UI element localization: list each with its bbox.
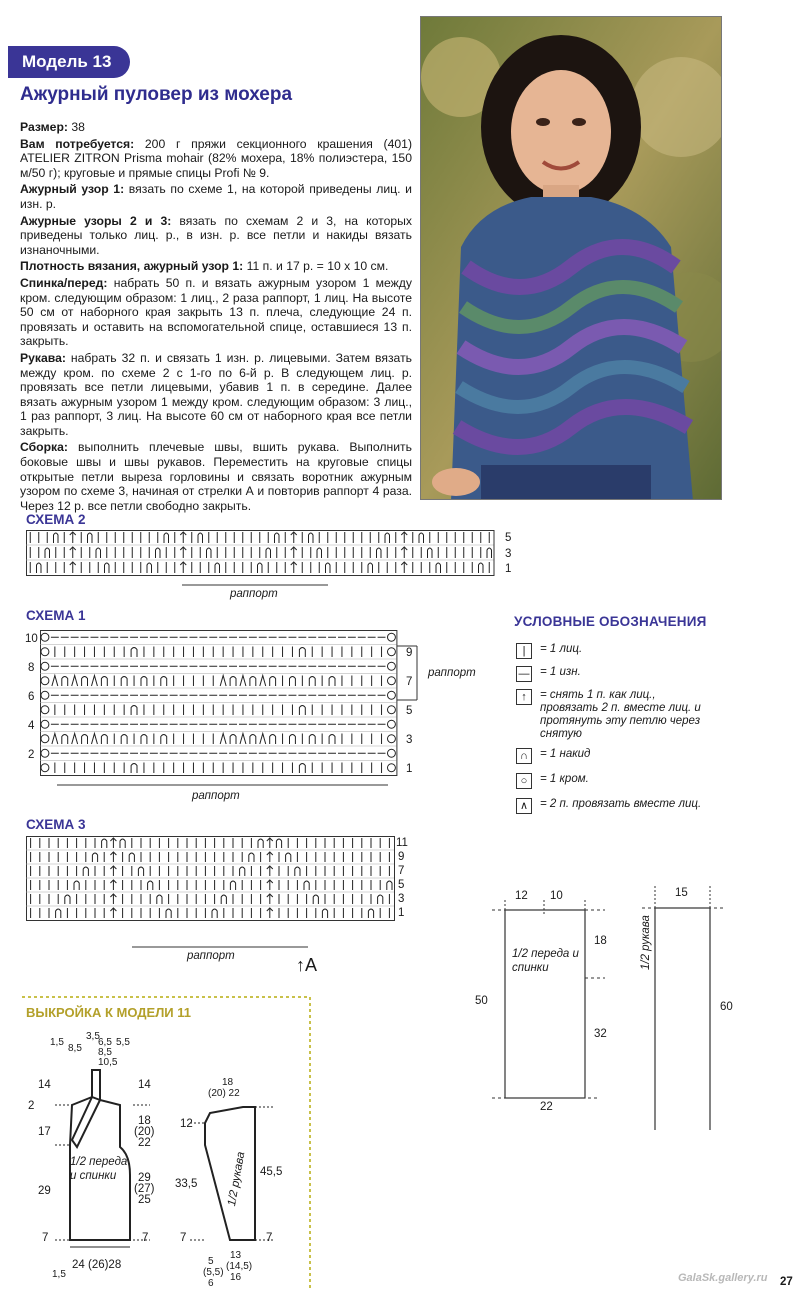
p11-right-18: 18 [138, 1115, 151, 1127]
instr-assembly: Сборка: выполнить плечевые швы, вшить рукава. Выполнить боковые швы и швы рукавов. Переместить на круговые спицы открытые петли выреза горловины и связать воротник ажурным узором по схеме 3, начиная от стрелки А и повторив раппорт 4 раза. Через 12 р. все петли свободно закрыть. [20, 440, 412, 513]
knit-stitch [92, 676, 98, 687]
knit-stitch [131, 706, 137, 716]
knit-stitch [309, 677, 315, 687]
p11-sleeve-br-13: 13 [230, 1250, 242, 1261]
knit-stitch [101, 677, 107, 687]
knit-stitch [377, 548, 382, 558]
knit-stitch [260, 734, 266, 745]
knit-stitch [221, 895, 226, 904]
knit-stitch [388, 735, 396, 743]
knit-stitch [157, 895, 162, 904]
knit-stitch [249, 853, 254, 862]
knit-stitch [487, 548, 492, 558]
knit-stitch [148, 881, 153, 890]
knit-stitch [56, 909, 61, 918]
scheme1-repeat-label-bottom: раппорт [192, 790, 240, 802]
page-title: Ажурный пуловер из мохера [20, 84, 293, 105]
p11-right-25: 25 [138, 1194, 151, 1206]
knit-stitch [275, 533, 280, 543]
scheme1-repeat-label-right: раппорт [428, 667, 476, 679]
knit-stitch [290, 677, 296, 687]
scheme3-row-7: 7 [398, 865, 405, 877]
instr-sleeves: Рукава: набрать 32 п. и связать 1 изн. р. лицевыми. Затем вязать между кром. по схеме 2 с 1-го по 6-й р. В следующем лиц. р. провязать все петли лицевыми, убавив 1 п. в середине. Далее вязать ажурным узором 1 между кром. следующим образом: 3 лиц., 1 раз раппорт, 3 лиц. На высоте 60 см от наборного края все петли закрыть. [20, 350, 412, 438]
knit-stitch [258, 839, 263, 848]
knit-stitch [428, 548, 433, 558]
knit-stitch [388, 720, 396, 728]
knit-stitch [41, 648, 49, 656]
knit-stitch [299, 648, 305, 658]
p11-dim-8-5: 8,5 [68, 1043, 82, 1054]
scheme1-right-bracket [395, 644, 425, 704]
instr-materials: Вам потребуется: 200 г пряжи секционного крашения (401) ATELIER ZITRON Prisma mohair (82% мохера, 18% полиэстера, 150 м/50 г); круговые и прямые спицы Profi № 9. [20, 136, 412, 180]
p11-dim-8-5b: 8,5 [98, 1047, 112, 1058]
p11-dim-10-5: 10,5 [98, 1057, 118, 1068]
p11-left-7: 7 [42, 1232, 49, 1244]
scheme1-chart [40, 630, 405, 778]
knit-stitch [230, 881, 235, 890]
p11-left-1-5: 1,5 [52, 1269, 66, 1280]
knit-stitch [141, 677, 147, 687]
knit-stitch [41, 749, 49, 757]
knit-stitch [72, 676, 78, 687]
knit-stitch [270, 735, 276, 745]
knit-icon: | [516, 643, 532, 659]
knit-stitch [240, 734, 246, 745]
knit-stitch [286, 853, 291, 862]
knit-stitch [368, 909, 373, 918]
knit-stitch [385, 533, 390, 543]
scheme1-row-2: 2 [28, 749, 35, 761]
watermark: GalaSk.gallery.ru [678, 1272, 768, 1284]
knit-stitch [121, 735, 127, 745]
p11-sleeve-top-18: 18 [222, 1077, 234, 1088]
legend-item-yarnover: ∩ = 1 накид [516, 748, 726, 764]
knit-stitch [45, 548, 50, 558]
knit-stitch [258, 563, 263, 573]
knit-stitch [105, 563, 110, 573]
legend-item-k2tog: ∧ = 2 п. провязать вместе лиц. [516, 798, 726, 814]
front-label: 1/2 переда и спинки [512, 948, 579, 974]
knit-stitch [295, 867, 300, 876]
scheme3-row-5: 5 [398, 879, 405, 891]
p11-sleeve-left-12: 12 [180, 1118, 193, 1130]
knit-stitch [220, 676, 226, 687]
knit-stitch [388, 749, 396, 757]
knit-stitch [96, 548, 101, 558]
front-top-right-dim: 10 [550, 890, 563, 902]
knit-stitch [65, 895, 70, 904]
knit-stitch [419, 533, 424, 543]
sleeve-top-dim: 15 [675, 887, 688, 899]
knit-stitch [138, 867, 143, 876]
knit-stitch [92, 853, 97, 862]
scheme2-repeat-label: раппорт [230, 588, 278, 600]
knit-stitch [276, 839, 281, 848]
knit-stitch [326, 563, 331, 573]
scheme2-row-5: 5 [505, 532, 512, 544]
arrow-up-icon: ↑ [516, 689, 532, 705]
scheme3-row-9: 9 [398, 851, 405, 863]
knit-stitch [41, 691, 49, 699]
scheme2-title: СХЕМА 2 [26, 512, 86, 527]
knit-stitch [313, 895, 318, 904]
scheme2-chart [26, 530, 506, 582]
knit-stitch [41, 677, 49, 685]
knit-stitch [52, 676, 58, 687]
scheme1-row-5: 5 [406, 705, 413, 717]
p11-right-22: 22 [138, 1137, 151, 1149]
knit-stitch [101, 735, 107, 745]
knit-stitch [329, 735, 335, 745]
knit-stitch [131, 764, 137, 774]
knit-stitch [41, 662, 49, 670]
scheme1-bottom-bracket [55, 780, 390, 790]
knit-stitch [266, 548, 271, 558]
sleeve-height-dim: 60 [720, 1001, 733, 1013]
knit-stitch [240, 867, 245, 876]
knit-stitch [54, 533, 59, 543]
front-bottom-dim: 22 [540, 1101, 553, 1113]
p11-sleeve-right-7: 7 [266, 1232, 273, 1244]
knit-stitch [436, 563, 441, 573]
p11-left-14: 14 [38, 1079, 51, 1091]
knit-stitch [131, 648, 137, 658]
knit-stitch [161, 677, 167, 687]
knit-stitch [62, 735, 68, 745]
scheme1-row-1: 1 [406, 763, 413, 775]
scheme3-row-11: 11 [396, 837, 408, 849]
scheme1-row-4: 4 [28, 720, 35, 732]
knit-stitch [388, 706, 396, 714]
purl-icon: — [516, 666, 532, 682]
p11-dim-5-5: 5,5 [116, 1037, 130, 1048]
p11-dim-3-5: 3,5 [86, 1031, 100, 1042]
knit-stitch [147, 563, 152, 573]
p11-sleeve-br-14-5: (14,5) [226, 1261, 253, 1272]
scheme3-repeat-label: раппорт [187, 950, 235, 962]
front-lower-dim: 32 [594, 1028, 607, 1040]
p11-left-2: 2 [28, 1100, 35, 1112]
knit-stitch [82, 677, 88, 687]
knit-stitch [129, 853, 134, 862]
knit-stitch [207, 548, 212, 558]
model-badge: Модель 13 [8, 46, 130, 78]
knit-stitch [198, 533, 203, 543]
page-number: 27 [780, 1276, 793, 1288]
knit-stitch [309, 735, 315, 745]
p11-left-29: 29 [38, 1185, 51, 1197]
knit-stitch [62, 677, 68, 687]
scheme1-title: СХЕМА 1 [26, 608, 86, 623]
pattern11-title: ВЫКРОЙКА К МОДЕЛИ 11 [26, 1005, 192, 1020]
knit-stitch [166, 909, 171, 918]
knit-stitch [82, 735, 88, 745]
knit-stitch [41, 720, 49, 728]
model-photo [420, 16, 722, 500]
grid-border [27, 837, 395, 921]
scheme1-row-8: 8 [28, 662, 35, 674]
instr-pattern1: Ажурный узор 1: вязать по схеме 1, на которой приведены лиц. и изн. р. [20, 182, 412, 211]
p11-body-label: 1/2 переда и спинки [70, 1156, 128, 1182]
knit-stitch [121, 677, 127, 687]
p11-sleeve-bl-5-5: (5,5) [203, 1267, 224, 1278]
front-upper-dim: 18 [594, 935, 607, 947]
scheme2-row-1: 1 [505, 563, 512, 575]
knit-stitch [74, 881, 79, 890]
instr-back-front: Спинка/перед: набрать 50 п. и вязать ажурным узором 1 между кром. следующим образом: 1 лиц., 2 раза раппорт, 1 лиц. На высоте 50 см от наборного края закрыть 13 п. плеча, следующие 24 п. провязать и оставить на вспомогательной спице, оставшиеся 13 п. закрыть. [20, 275, 412, 349]
knit-stitch [317, 548, 322, 558]
knit-stitch [368, 563, 373, 573]
p11-left-17: 17 [38, 1126, 51, 1138]
knit-stitch [250, 677, 256, 687]
knit-stitch [299, 764, 305, 774]
front-height-dim: 50 [475, 995, 488, 1007]
scheme3-row-3: 3 [398, 893, 405, 905]
knit-stitch [388, 633, 396, 641]
knit-stitch [329, 677, 335, 687]
p11-sleeve-right-45-5: 45,5 [260, 1166, 283, 1178]
knit-stitch [479, 563, 484, 573]
p11-sleeve-br-16: 16 [230, 1272, 242, 1283]
p11-right-27: (27) [134, 1183, 155, 1195]
knit-stitch [250, 735, 256, 745]
arrow-a-label: ↑A [296, 955, 318, 975]
scheme1-row-3: 3 [406, 734, 413, 746]
p11-sleeve-left-33-5: 33,5 [175, 1178, 198, 1190]
p11-sleeve-label: 1/2 рукава [226, 1150, 248, 1208]
legend-item-knit: | = 1 лиц. [516, 643, 726, 659]
knit-stitch [378, 895, 383, 904]
p11-right-7: 7 [142, 1232, 149, 1244]
legend-item-edge: ○ = 1 кром. [516, 773, 726, 789]
knit-stitch [260, 676, 266, 687]
circle-icon: ○ [516, 773, 532, 789]
knit-stitch [270, 677, 276, 687]
p11-right-14: 14 [138, 1079, 151, 1091]
legend-title: УСЛОВНЫЕ ОБОЗНАЧЕНИЯ [514, 614, 707, 629]
knit-stitch [387, 881, 392, 890]
p11-dim-1-5: 1,5 [50, 1037, 64, 1048]
knit-stitch [164, 533, 169, 543]
p11-right-29: 29 [138, 1172, 151, 1184]
legend-list [516, 643, 726, 814]
knit-stitch [309, 533, 314, 543]
knit-stitch [240, 676, 246, 687]
scheme2-row-3: 3 [505, 548, 512, 560]
instr-pattern23: Ажурные узоры 2 и 3: вязать по схемам 2 и 3, на которых приведены только лиц. р., в изн. р. все петли и накиды вязать изнаночными. [20, 213, 413, 257]
knit-stitch [156, 548, 161, 558]
scheme1-row-6: 6 [28, 691, 35, 703]
instr-gauge: Плотность вязания, ажурный узор 1: 11 п. и 17 р. = 10 х 10 см. [20, 259, 389, 274]
knit-stitch [212, 909, 217, 918]
front-top-left-dim: 12 [515, 890, 528, 902]
knit-stitch [37, 563, 42, 573]
knit-stitch [41, 633, 49, 641]
knit-stitch [304, 881, 309, 890]
knit-stitch [299, 706, 305, 716]
p11-dim-6-5: 6,5 [98, 1037, 112, 1048]
knit-stitch [120, 839, 125, 848]
knit-stitch [72, 734, 78, 745]
p11-sleeve-bl-6: 6 [208, 1278, 214, 1289]
scheme1-row-7: 7 [406, 676, 413, 688]
scheme1-row-9: 9 [406, 647, 413, 659]
scheme1-row-10: 10 [25, 633, 38, 645]
knit-stitch [83, 867, 88, 876]
p11-sleeve-left-7: 7 [180, 1232, 187, 1244]
knit-stitch [220, 734, 226, 745]
scheme3-title: СХЕМА 3 [26, 817, 86, 832]
knit-stitch [388, 764, 396, 772]
knit-stitch [230, 735, 236, 745]
instr-size: Размер: 38 [20, 120, 85, 134]
scheme3-chart [26, 836, 396, 922]
sleeve-label: 1/2 рукава [640, 915, 652, 970]
k2tog-icon: ∧ [516, 798, 532, 814]
scheme3-row-1: 1 [398, 907, 405, 919]
instructions-text [20, 120, 412, 515]
knit-stitch [41, 735, 49, 743]
knit-stitch [322, 909, 327, 918]
knit-stitch [141, 735, 147, 745]
legend-item-purl: — = 1 изн. [516, 666, 726, 682]
knit-stitch [161, 735, 167, 745]
knit-stitch [230, 677, 236, 687]
knit-stitch [92, 734, 98, 745]
knit-stitch [88, 533, 93, 543]
knit-stitch [102, 839, 107, 848]
yarnover-icon: ∩ [516, 748, 532, 764]
p11-bottom-dim: 24 (26)28 [72, 1259, 122, 1271]
knit-stitch [41, 706, 49, 714]
knit-stitch [215, 563, 220, 573]
p11-sleeve-bl-5: 5 [208, 1256, 214, 1267]
p11-sleeve-top-20-22: (20) 22 [208, 1088, 240, 1099]
p11-right-20: (20) [134, 1126, 155, 1138]
knit-stitch [41, 764, 49, 772]
knit-stitch [52, 734, 58, 745]
legend-item-decrease: ↑ = снять 1 п. как лиц., провязать 2 п. вместе лиц. и протянуть эту петлю через снятую [516, 689, 726, 741]
knit-stitch [290, 735, 296, 745]
